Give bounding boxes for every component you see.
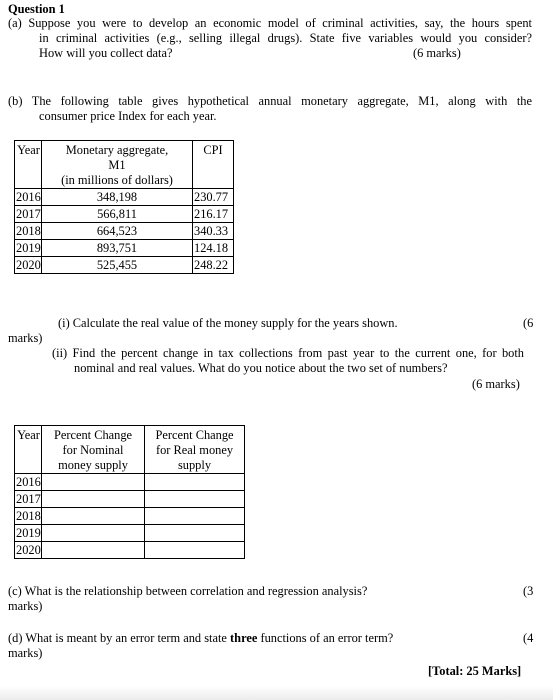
table-cell-year: 2017 <box>16 492 41 506</box>
table-cell-m1: 893,751 <box>42 240 193 257</box>
part-b-ii-marks: (6 marks) <box>472 377 520 391</box>
percent-change-table <box>14 425 245 559</box>
part-b-line-1: (b) The following table gives hypothetical annual monetary aggregate, M1, along with the <box>8 94 532 108</box>
table-row <box>15 240 234 257</box>
part-b-i-marks-open: (6 <box>523 316 534 330</box>
question-title: Question 1 <box>8 2 65 16</box>
real-header-line-2: for Real money <box>155 443 234 457</box>
part-a-marks: (6 marks) <box>413 46 461 60</box>
table-header-m1 <box>42 141 193 189</box>
m1-header-line-2: M1 <box>108 158 126 172</box>
table-cell-year: 2020 <box>16 258 41 272</box>
total-marks: [Total: 25 Marks] <box>428 664 522 678</box>
part-d-text <box>8 631 393 646</box>
table-row <box>15 189 234 206</box>
part-b-ii-line-2: nominal and real values. What do you notice about the two set of numbers? <box>74 361 448 375</box>
table-row <box>15 542 245 559</box>
table-row <box>15 525 245 542</box>
table-cell-cpi: 124.18 <box>193 240 234 257</box>
table-header-year: Year <box>15 426 42 474</box>
part-d-text-after: functions of an error term? <box>257 631 394 645</box>
table-cell-m1: 664,523 <box>42 223 193 240</box>
table-header-row <box>15 426 245 474</box>
table-cell-nominal-empty <box>42 542 145 559</box>
part-a-line-3: How will you collect data? <box>39 46 173 60</box>
table-row <box>15 257 234 274</box>
table-cell-real-empty <box>145 491 245 508</box>
table-header-row <box>15 141 234 189</box>
table-cell-m1: 348,198 <box>42 189 193 206</box>
table-cell-nominal-empty <box>42 474 145 491</box>
part-b-i-text: (i) Calculate the real value of the money supply for the years shown. <box>58 316 398 330</box>
table-header-year: Year <box>15 141 42 189</box>
part-c-marks-open: (3 <box>523 584 534 598</box>
real-header-line-1: Percent Change <box>155 428 234 442</box>
table-cell-cpi: 230.77 <box>193 189 234 206</box>
m1-header-line-3: (in millions of dollars) <box>61 173 173 187</box>
part-d-marks-open: (4 <box>523 631 534 645</box>
part-c-text: (c) What is the relationship between correlation and regression analysis? <box>8 584 368 598</box>
table-row <box>15 491 245 508</box>
part-b-line-2: consumer price Index for each year. <box>39 109 217 123</box>
table-cell-cpi: 216.17 <box>193 206 234 223</box>
nominal-header-line-2: for Nominal <box>62 443 124 457</box>
nominal-header-line-1: Percent Change <box>53 428 133 442</box>
part-d-text-bold: three <box>230 631 258 645</box>
table-cell-cpi: 340.33 <box>193 223 234 240</box>
table-cell-year: 2016 <box>16 190 41 204</box>
table-row <box>15 508 245 525</box>
table-cell-m1: 566,811 <box>42 206 193 223</box>
table-cell-m1: 525,455 <box>42 257 193 274</box>
part-b-i-marks-close: marks) <box>8 331 43 345</box>
real-header-line-3: supply <box>177 458 212 472</box>
part-d-text-before: (d) What is meant by an error term and state <box>8 631 231 645</box>
table-cell-year: 2018 <box>16 509 41 523</box>
m1-header-line-1: Monetary aggregate, <box>65 143 169 157</box>
part-b <box>8 94 532 124</box>
part-d-marks-close: marks) <box>8 646 43 660</box>
table-cell-real-empty <box>145 474 245 491</box>
table-cell-year: 2019 <box>16 526 41 540</box>
table-cell-real-empty <box>145 508 245 525</box>
table-cell-nominal-empty <box>42 525 145 542</box>
part-b-ii <box>52 346 524 376</box>
table-cell-year: 2019 <box>16 241 41 255</box>
part-a <box>8 16 532 61</box>
table-cell-year: 2018 <box>16 224 41 238</box>
table-cell-year: 2020 <box>16 543 41 557</box>
table-cell-real-empty <box>145 525 245 542</box>
table-cell-nominal-empty <box>42 508 145 525</box>
bottom-edge-shadow <box>0 686 553 700</box>
table-cell-nominal-empty <box>42 491 145 508</box>
table-cell-year: 2016 <box>16 475 41 489</box>
table-header-real <box>145 426 245 474</box>
table-row <box>15 206 234 223</box>
table-header-nominal <box>42 426 145 474</box>
table-cell-cpi: 248.22 <box>193 257 234 274</box>
table-cell-real-empty <box>145 542 245 559</box>
table-row <box>15 223 234 240</box>
part-b-ii-line-1: (ii) Find the percent change in tax collections from past year to the current one, for both <box>52 346 524 360</box>
part-a-line-1: (a) Suppose you were to develop an economic model of criminal activities, say, the hours spent <box>8 16 532 30</box>
table-cell-year: 2017 <box>16 207 41 221</box>
part-c-marks-close: marks) <box>8 599 43 613</box>
table-row <box>15 474 245 491</box>
part-a-line-2: in criminal activities (e.g., selling illegal drugs). State five variables would you consider? <box>39 31 532 45</box>
m1-cpi-table <box>14 140 234 274</box>
table-header-cpi: CPI <box>193 141 234 189</box>
nominal-header-line-3: money supply <box>58 458 128 472</box>
